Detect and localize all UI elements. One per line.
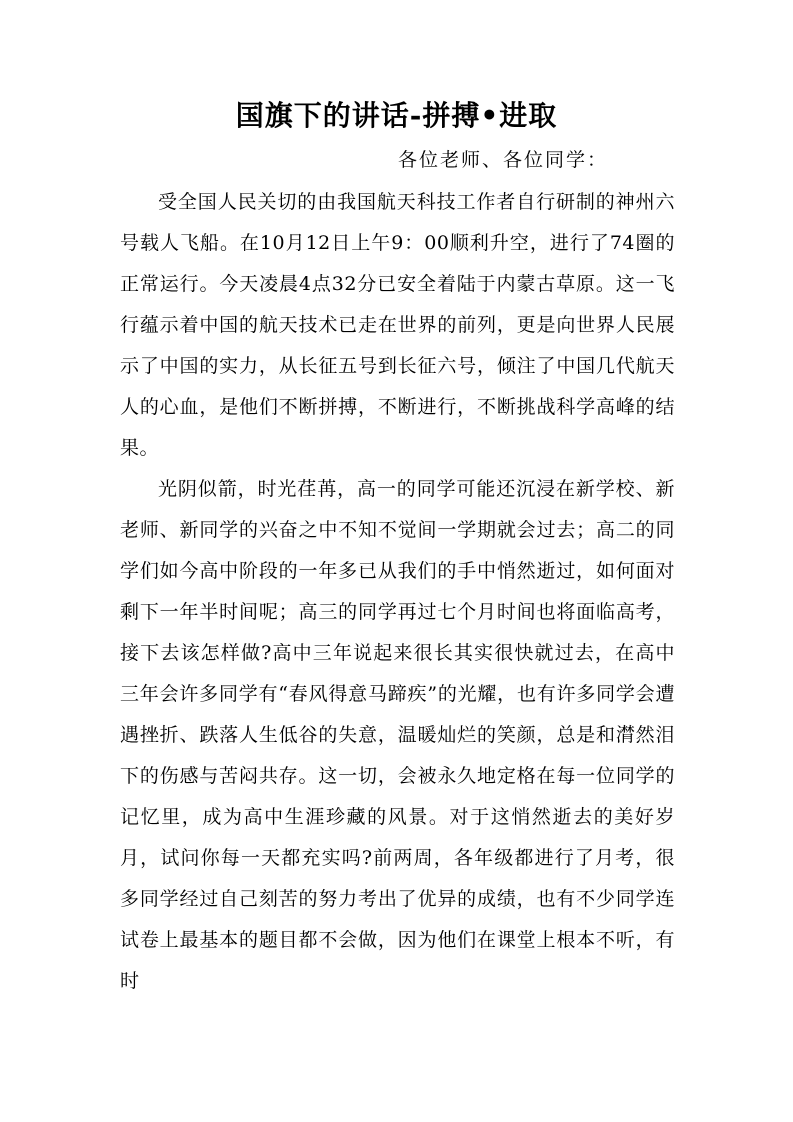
- document-body: [120, 182, 675, 1002]
- paragraph-2: 光阴似箭，时光荏苒，高一的同学可能还沉浸在新学校、新老师、新同学的兴奋之中不知不觉间一学期就会过去；高二的同学们如今高中阶段的一年多已从我们的手中悄然逝过，如何面对剩下一年半时间呢；高三的同学再过七个月时间也将面临高考，接下去该怎样做?高中三年说起来很长其实很快就过去，在高中三年会许多同学有“春风得意马蹄疾”的光耀，也有许多同学会遭遇挫折、跌落人生低谷的失意，温暖灿烂的笑颜，总是和潸然泪下的伤感与苦闷共存。这一切，会被永久地定格在每一位同学的记忆里，成为高中生涯珍藏的风景。对于这悄然逝去的美好岁月，试问你每一天都充实吗?前两周，各年级都进行了月考，很多同学经过自己刻苦的努力考出了优异的成绩，也有不少同学连试卷上最基本的题目都不会做，因为他们在课堂上根本不听，有时: [120, 478, 675, 992]
- salutation: 各位老师、各位同学：: [398, 149, 609, 171]
- paragraph-1: 受全国人民关切的由我国航天科技工作者自行研制的神州六号载人飞船。在10月12日上午9：00顺利升空，进行了74圈的正常运行。今天凌晨4点32分已安全着陆于内蒙古草原。这一飞行蕴示着中国的航天技术已走在世界的前列，更是向世界人民展示了中国的实力，从长征五号到长征六号，倾注了中国几代航天人的心血，是他们不断拼搏，不断进行，不断挑战科学高峰的结果。: [120, 191, 675, 459]
- document-title: 国旗下的讲话-拼搏•进取: [235, 99, 558, 132]
